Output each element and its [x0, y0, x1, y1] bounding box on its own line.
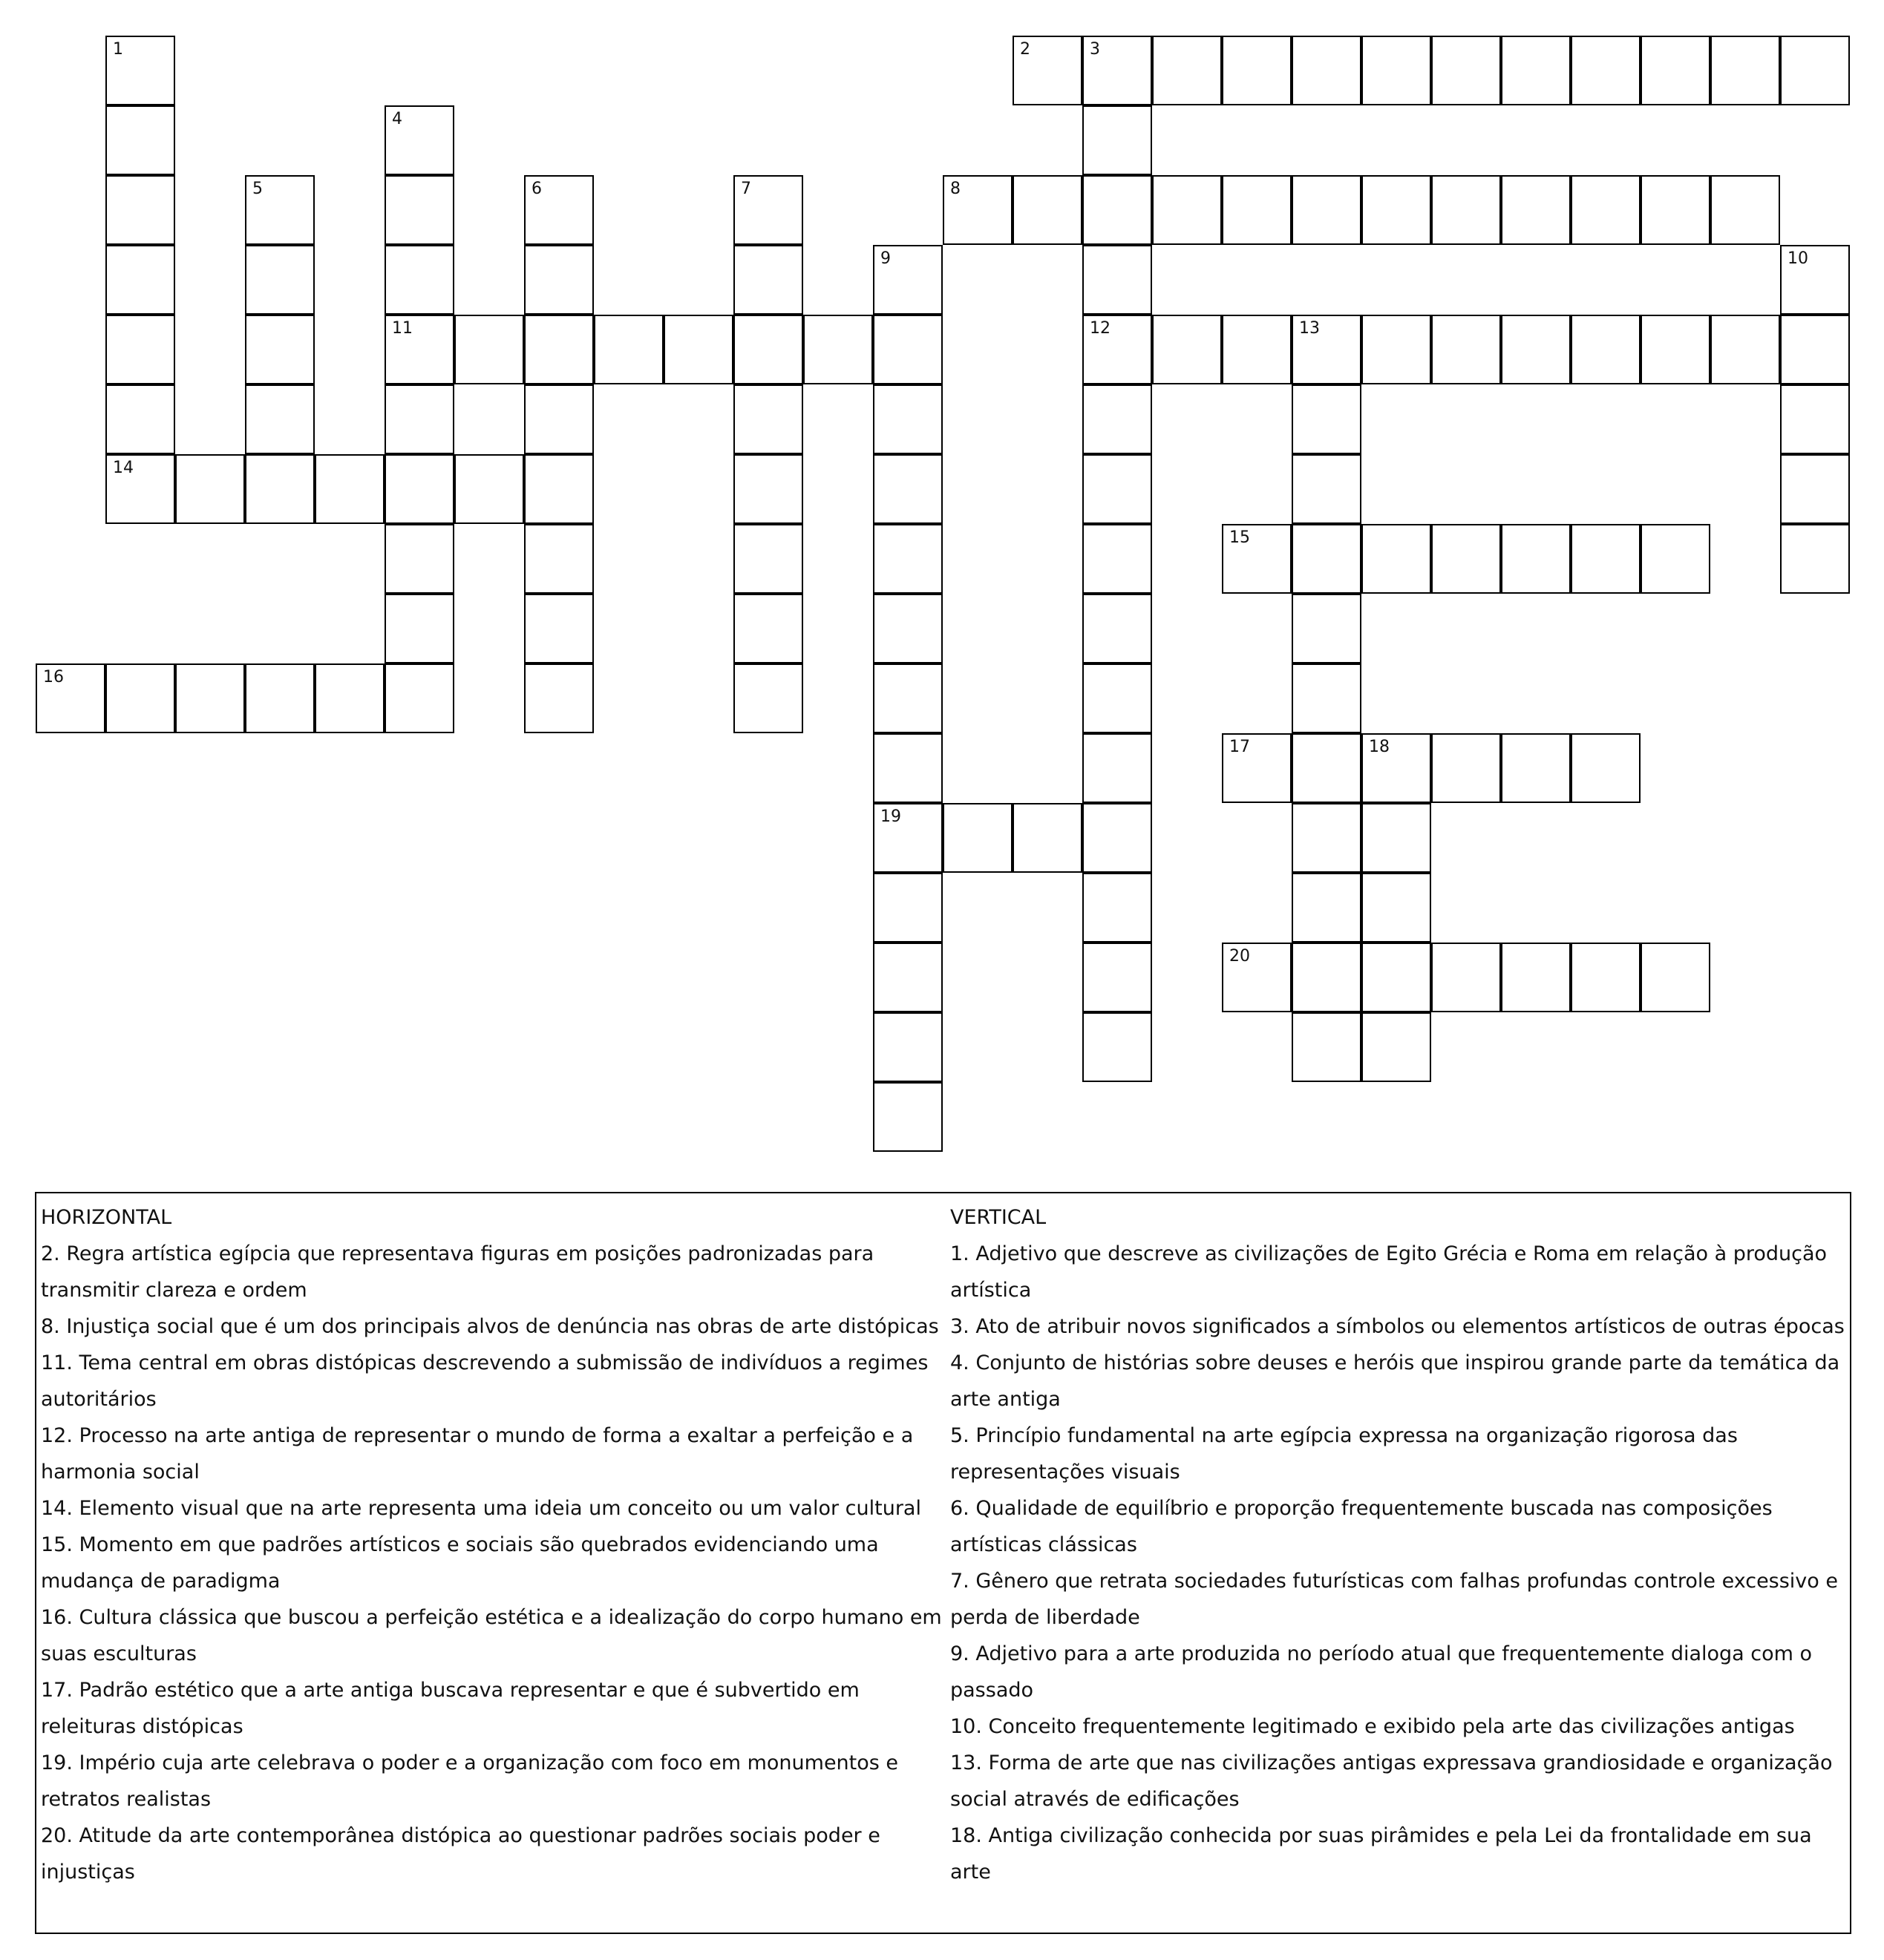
crossword-cell[interactable] [454, 315, 524, 384]
crossword-cell[interactable] [524, 663, 594, 733]
crossword-cell[interactable] [1292, 663, 1361, 733]
crossword-cell[interactable] [524, 175, 594, 245]
crossword-cell[interactable] [1082, 594, 1152, 663]
crossword-cell[interactable] [385, 663, 454, 733]
crossword-cell[interactable] [1222, 175, 1292, 245]
crossword-cell[interactable] [873, 803, 943, 873]
crossword-cell[interactable] [1571, 733, 1641, 803]
crossword-cell[interactable] [1780, 524, 1850, 594]
crossword-cell[interactable] [1082, 454, 1152, 524]
crossword-cell[interactable] [873, 733, 943, 803]
crossword-cell[interactable] [733, 454, 803, 524]
crossword-cell[interactable] [1361, 943, 1431, 1012]
clue-number: 3 [1090, 40, 1100, 59]
clue-number: 15 [1229, 528, 1250, 547]
crossword-cell[interactable] [1082, 175, 1152, 245]
crossword-cell[interactable] [105, 663, 175, 733]
crossword-cell[interactable] [1361, 315, 1431, 384]
crossword-cell[interactable] [733, 663, 803, 733]
clue-across-11: 11. Tema central em obras distópicas descrevendo a submissão de indivíduos a regimes autoritários [41, 1351, 929, 1411]
crossword-cell[interactable] [524, 454, 594, 524]
clue-across-17: 17. Padrão estético que a arte antiga buscava representar e que é subvertido em releituras distópicas [41, 1679, 860, 1738]
clue-down-9: 9. Adjetivo para a arte produzida no período atual que frequentemente dialoga com o passado [950, 1642, 1813, 1702]
crossword-cell[interactable] [524, 524, 594, 594]
horizontal-heading: HORIZONTAL [41, 1206, 172, 1229]
clue-number: 11 [392, 319, 413, 338]
crossword-cell[interactable] [873, 454, 943, 524]
crossword-cell[interactable] [873, 245, 943, 315]
crossword-cell[interactable] [1082, 36, 1152, 105]
crossword-cell[interactable] [105, 36, 175, 105]
crossword-cell[interactable] [1013, 175, 1082, 245]
crossword-cell[interactable] [1082, 733, 1152, 803]
crossword-cell[interactable] [1082, 873, 1152, 943]
crossword-cell[interactable] [1013, 803, 1082, 873]
clue-down-1: 1. Adjetivo que descreve as civilizações de Egito Grécia e Roma em relação à produção artística [950, 1242, 1828, 1302]
crossword-cell[interactable] [1571, 315, 1641, 384]
crossword-cell[interactable] [1292, 594, 1361, 663]
crossword-cell[interactable] [943, 803, 1013, 873]
crossword-cell[interactable] [733, 524, 803, 594]
crossword-cell[interactable] [1501, 524, 1571, 594]
crossword-cell[interactable] [1571, 36, 1641, 105]
crossword-cell[interactable] [385, 175, 454, 245]
clue-across-16: 16. Cultura clássica que buscou a perfeição estética e a idealização do corpo humano em suas esculturas [41, 1606, 942, 1665]
crossword-cell[interactable] [1361, 524, 1431, 594]
clue-down-7: 7. Gênero que retrata sociedades futurísticas com falhas profundas controle excessivo e perda de liberdade [950, 1570, 1839, 1629]
crossword-cell[interactable] [1361, 873, 1431, 943]
crossword-cell[interactable] [1710, 36, 1780, 105]
crossword-cell[interactable] [245, 175, 315, 245]
crossword-cell[interactable] [1780, 384, 1850, 454]
crossword-cell[interactable] [873, 943, 943, 1012]
crossword-cell[interactable] [1082, 803, 1152, 873]
crossword-cell[interactable] [1780, 315, 1850, 384]
crossword-cell[interactable] [385, 384, 454, 454]
crossword-cell[interactable] [1641, 943, 1710, 1012]
crossword-cell[interactable] [385, 245, 454, 315]
clue-across-20: 20. Atitude da arte contemporânea distópica ao questionar padrões sociais poder e injustiças [41, 1824, 880, 1884]
crossword-cell[interactable] [873, 1012, 943, 1082]
crossword-cell[interactable] [1641, 175, 1710, 245]
crossword-cell[interactable] [1571, 524, 1641, 594]
crossword-cell[interactable] [1361, 803, 1431, 873]
clue-number: 20 [1229, 947, 1250, 966]
crossword-cell[interactable] [36, 663, 105, 733]
crossword-cell[interactable] [733, 175, 803, 245]
crossword-cell[interactable] [1082, 105, 1152, 175]
crossword-cell[interactable] [1082, 524, 1152, 594]
crossword-cell[interactable] [1292, 873, 1361, 943]
clue-number: 10 [1787, 249, 1808, 268]
crossword-cell[interactable] [1361, 733, 1431, 803]
crossword-cell[interactable] [873, 315, 943, 384]
crossword-cell[interactable] [594, 315, 664, 384]
horizontal-clues [41, 1193, 943, 1890]
clue-number: 17 [1229, 738, 1250, 756]
clue-number: 7 [741, 180, 751, 198]
clue-down-13: 13. Forma de arte que nas civilizações antigas expressava grandiosidade e organização social através de edificações [950, 1751, 1833, 1811]
crossword-cell[interactable] [1082, 663, 1152, 733]
clue-number: 16 [43, 668, 64, 686]
clue-down-4: 4. Conjunto de histórias sobre deuses e heróis que inspirou grande parte da temática da arte antiga [950, 1351, 1840, 1411]
crossword-cell[interactable] [1710, 315, 1780, 384]
crossword-cell[interactable] [1780, 454, 1850, 524]
clue-number: 13 [1299, 319, 1320, 338]
crossword-cell[interactable] [1292, 384, 1361, 454]
crossword-cell[interactable] [1431, 36, 1501, 105]
crossword-cell[interactable] [1292, 943, 1361, 1012]
crossword-cell[interactable] [1082, 943, 1152, 1012]
vertical-clues [950, 1193, 1847, 1890]
crossword-cell[interactable] [385, 524, 454, 594]
crossword-cell[interactable] [524, 315, 594, 384]
crossword-cell[interactable] [1641, 36, 1710, 105]
crossword-cell[interactable] [385, 454, 454, 524]
crossword-cell[interactable] [1292, 175, 1361, 245]
crossword-cell[interactable] [873, 524, 943, 594]
crossword-cell[interactable] [873, 594, 943, 663]
crossword-cell[interactable] [1780, 245, 1850, 315]
crossword-cell[interactable] [733, 245, 803, 315]
crossword-cell[interactable] [524, 594, 594, 663]
crossword-cell[interactable] [315, 454, 385, 524]
crossword-cell[interactable] [1431, 943, 1501, 1012]
crossword-cell[interactable] [1431, 315, 1501, 384]
crossword-cell[interactable] [385, 594, 454, 663]
clue-down-6: 6. Qualidade de equilíbrio e proporção frequentemente buscada nas composições artísticas clássicas [950, 1497, 1773, 1556]
crossword-cell[interactable] [1152, 315, 1222, 384]
crossword-cell[interactable] [385, 105, 454, 175]
clue-down-18: 18. Antiga civilização conhecida por suas pirâmides e pela Lei da frontalidade em sua arte [950, 1824, 1812, 1884]
crossword-cell[interactable] [245, 663, 315, 733]
clues-panel [35, 1192, 1851, 1934]
crossword-cell[interactable] [1571, 943, 1641, 1012]
clue-number: 12 [1090, 319, 1111, 338]
crossword-cell[interactable] [803, 315, 873, 384]
crossword-cell[interactable] [1292, 803, 1361, 873]
crossword-cell[interactable] [1571, 175, 1641, 245]
crossword-cell[interactable] [1501, 315, 1571, 384]
crossword-cell[interactable] [1222, 733, 1292, 803]
crossword-cell[interactable] [1292, 36, 1361, 105]
clue-number: 2 [1020, 40, 1030, 59]
crossword-cell[interactable] [245, 454, 315, 524]
crossword-cell[interactable] [245, 315, 315, 384]
crossword-cell[interactable] [873, 1082, 943, 1152]
clue-across-8: 8. Injustiça social que é um dos principais alvos de denúncia nas obras de arte distópicas [41, 1315, 939, 1338]
clue-across-12: 12. Processo na arte antiga de representar o mundo de forma a exaltar a perfeição e a harmonia social [41, 1424, 914, 1484]
crossword-cell[interactable] [315, 663, 385, 733]
crossword-cell[interactable] [1222, 524, 1292, 594]
crossword-cell[interactable] [105, 315, 175, 384]
crossword-cell[interactable] [873, 384, 943, 454]
clue-number: 18 [1369, 738, 1390, 756]
crossword-cell[interactable] [1082, 315, 1152, 384]
crossword-cell[interactable] [1501, 733, 1571, 803]
vertical-heading: VERTICAL [950, 1206, 1047, 1229]
crossword-cell[interactable] [1082, 384, 1152, 454]
crossword-cell[interactable] [105, 384, 175, 454]
clue-down-5: 5. Princípio fundamental na arte egípcia expressa na organização rigorosa das representações visuais [950, 1424, 1738, 1484]
crossword-cell[interactable] [1222, 943, 1292, 1012]
clue-across-14: 14. Elemento visual que na arte representa uma ideia um conceito ou um valor cultural [41, 1497, 921, 1520]
clue-number: 5 [252, 180, 263, 198]
clue-number: 8 [950, 180, 961, 198]
crossword-cell[interactable] [1152, 36, 1222, 105]
crossword-cell[interactable] [1152, 175, 1222, 245]
crossword-cell[interactable] [1082, 1012, 1152, 1082]
crossword-cell[interactable] [1780, 36, 1850, 105]
crossword-cell[interactable] [1361, 1012, 1431, 1082]
crossword-cell[interactable] [1431, 733, 1501, 803]
crossword-cell[interactable] [1292, 454, 1361, 524]
crossword-cell[interactable] [1501, 175, 1571, 245]
crossword-cell[interactable] [1501, 943, 1571, 1012]
crossword-cell[interactable] [1641, 524, 1710, 594]
crossword-cell[interactable] [1222, 36, 1292, 105]
clue-number: 19 [880, 807, 901, 826]
crossword-cell[interactable] [245, 384, 315, 454]
crossword-cell[interactable] [873, 873, 943, 943]
crossword-cell[interactable] [733, 594, 803, 663]
clue-across-15: 15. Momento em que padrões artísticos e sociais são quebrados evidenciando uma mudança de paradigma [41, 1533, 879, 1593]
crossword-cell[interactable] [1431, 524, 1501, 594]
crossword-cell[interactable] [245, 245, 315, 315]
crossword-cell[interactable] [1082, 245, 1152, 315]
crossword-cell[interactable] [105, 105, 175, 175]
clue-number: 9 [880, 249, 891, 268]
clue-number: 14 [113, 459, 134, 477]
clue-number: 1 [113, 40, 123, 59]
crossword-cell[interactable] [1292, 315, 1361, 384]
crossword-cell[interactable] [1431, 175, 1501, 245]
crossword-cell[interactable] [454, 454, 524, 524]
crossword-cell[interactable] [105, 175, 175, 245]
crossword-cell[interactable] [524, 384, 594, 454]
clue-number: 4 [392, 110, 402, 128]
clue-down-10: 10. Conceito frequentemente legitimado e exibido pela arte das civilizações antigas [950, 1715, 1795, 1738]
crossword-cell[interactable] [1710, 175, 1780, 245]
clue-down-3: 3. Ato de atribuir novos significados a símbolos ou elementos artísticos de outras épocas [950, 1315, 1845, 1338]
crossword-cell[interactable] [1292, 1012, 1361, 1082]
clue-number: 6 [531, 180, 542, 198]
crossword-cell[interactable] [943, 175, 1013, 245]
crossword-cell[interactable] [1501, 36, 1571, 105]
clue-across-19: 19. Império cuja arte celebrava o poder e a organização com foco em monumentos e retratos realistas [41, 1751, 899, 1811]
crossword-cell[interactable] [1013, 36, 1082, 105]
crossword-cell[interactable] [524, 245, 594, 315]
crossword-cell[interactable] [385, 315, 454, 384]
crossword-cell[interactable] [1292, 733, 1361, 803]
crossword-cell[interactable] [733, 315, 803, 384]
clue-across-2: 2. Regra artística egípcia que representava figuras em posições padronizadas para transmitir clareza e ordem [41, 1242, 874, 1302]
crossword-cell[interactable] [1361, 175, 1431, 245]
vertical-clue-list [950, 1236, 1847, 1890]
crossword-cell[interactable] [105, 454, 175, 524]
crossword-cell[interactable] [733, 384, 803, 454]
crossword-cell[interactable] [664, 315, 733, 384]
horizontal-clue-list [41, 1236, 943, 1890]
crossword-cell[interactable] [1361, 36, 1431, 105]
crossword-cell[interactable] [105, 245, 175, 315]
crossword-cell[interactable] [175, 663, 245, 733]
crossword-cell[interactable] [1292, 524, 1361, 594]
crossword-cell[interactable] [1222, 315, 1292, 384]
crossword-cell[interactable] [1641, 315, 1710, 384]
crossword-cell[interactable] [175, 454, 245, 524]
crossword-cell[interactable] [873, 663, 943, 733]
